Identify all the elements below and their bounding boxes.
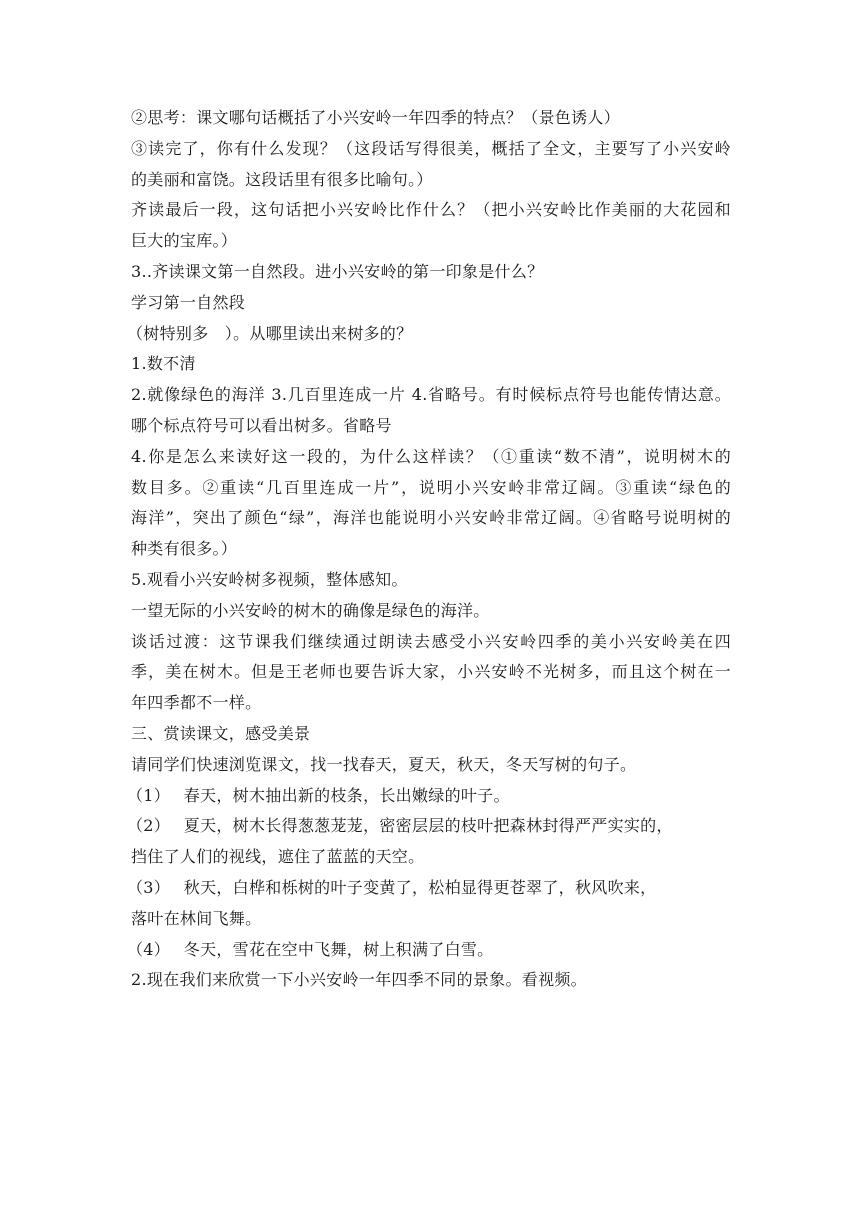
text-line: 落叶在林间飞舞。 xyxy=(131,908,262,928)
text-line: 2.现在我们来欣赏一下小兴安岭一年四季不同的景象。看视频。 xyxy=(131,970,587,990)
text-line: 季，美在树木。但是王老师也要告诉大家，小兴安岭不光树多，而且这个树在一 xyxy=(131,662,731,682)
text-line: 2.就像绿色的海洋 3.几百里连成一片 4.省略号。有时候标点符号也能传情达意。 xyxy=(131,385,731,405)
text-line: 谈话过渡：这节课我们继续通过朗读去感受小兴安岭四季的美小兴安岭美在四 xyxy=(131,631,731,651)
text-line: ③读完了，你有什么发现？（这段话写得很美，概括了全文，主要写了小兴安岭 xyxy=(131,138,731,158)
text-line: 哪个标点符号可以看出树多。省略号 xyxy=(131,415,392,435)
text-line: 一望无际的小兴安岭的树木的确像是绿色的海洋。 xyxy=(131,600,490,620)
list-item: （3） 秋天，白桦和栎树的叶子变黄了，松柏显得更苍翠了，秋风吹来， xyxy=(127,877,657,897)
list-item: （2） 夏天，树木长得葱葱茏茏，密密层层的枝叶把森林封得严严实实的， xyxy=(127,816,673,836)
text-line: 巨大的宝库。） xyxy=(131,231,238,251)
list-item: （1） 春天，树木抽出新的枝条，长出嫩绿的叶子。 xyxy=(127,785,510,805)
text-line: 1.数不清 xyxy=(131,354,196,374)
text-line: 海洋”，突出了颜色“绿”，海洋也能说明小兴安岭非常辽阔。④省略号说明树的 xyxy=(131,508,731,528)
section-heading: 三、赏读课文，感受美景 xyxy=(131,723,311,743)
text-line: 的美丽和富饶。这段话里有很多比喻句。） xyxy=(131,169,433,189)
document-body xyxy=(127,103,731,996)
text-line: 4.你是怎么来读好这一段的，为什么这样读？（①重读“数不清”，说明树木的 xyxy=(131,446,731,466)
text-line: 学习第一自然段 xyxy=(131,292,246,312)
text-line: 数目多。②重读“几百里连成一片”，说明小兴安岭非常辽阔。③重读“绿色的 xyxy=(131,477,731,497)
text-line: 齐读最后一段，这句话把小兴安岭比作什么？（把小兴安岭比作美丽的大花园和 xyxy=(131,200,731,220)
text-line: 年四季都不一样。 xyxy=(131,693,262,713)
text-line: 挡住了人们的视线，遮住了蓝蓝的天空。 xyxy=(131,847,425,867)
text-line: 5.观看小兴安岭树多视频，整体感知。 xyxy=(131,569,408,589)
text-line: 种类有很多。） xyxy=(131,539,238,559)
text-line: 3..齐读课文第一自然段。进小兴安岭的第一印象是什么？ xyxy=(131,261,544,281)
text-line: ②思考：课文哪句话概括了小兴安岭一年四季的特点？（景色诱人） xyxy=(131,108,621,127)
list-item: （4） 冬天，雪花在空中飞舞，树上积满了白雪。 xyxy=(127,939,494,959)
text-line: （树特别多 ）。从哪里读出来树多的？ xyxy=(127,323,413,343)
text-line: 请同学们快速浏览课文，找一找春天，夏天，秋天，冬天写树的句子。 xyxy=(131,754,637,774)
